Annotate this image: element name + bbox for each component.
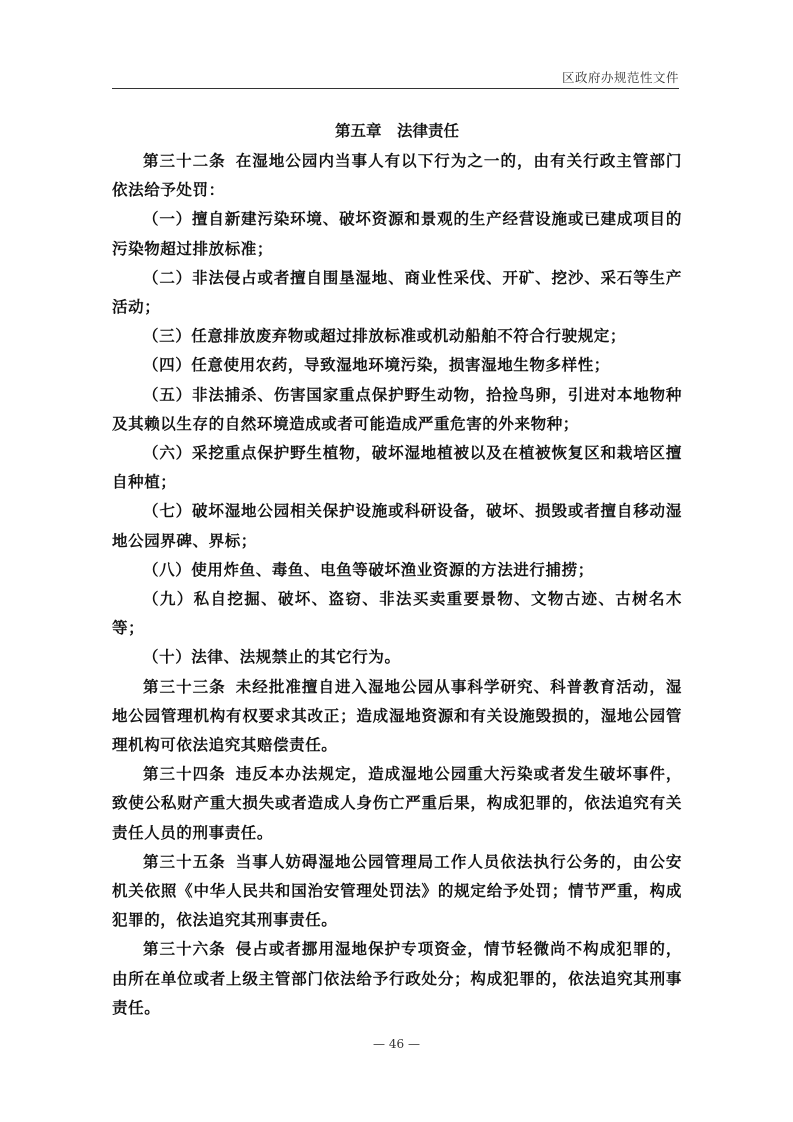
list-item-3: （三）任意排放废弃物或超过排放标准或机动船舶不符合行驶规定； bbox=[143, 326, 627, 346]
list-item-9: （九）私自挖掘、破坏、盗窃、非法买卖重要景物、文物古迹、古树名木等； bbox=[112, 589, 682, 638]
list-item-2: （二）非法侵占或者擅自围垦湿地、商业性采伐、开矿、挖沙、采石等生产活动； bbox=[112, 267, 682, 317]
list-item-6: （六）采挖重点保护野生植物，破坏湿地植被以及在植被恢复区和栽培区擅自种植； bbox=[112, 443, 682, 492]
article-label: 第三十三条 bbox=[143, 676, 226, 696]
article-36 bbox=[112, 934, 682, 1022]
article-label: 第三十四条 bbox=[143, 764, 226, 784]
document-body bbox=[112, 116, 682, 1022]
article-33 bbox=[112, 672, 682, 760]
list-item-8: （八）使用炸鱼、毒鱼、电鱼等破坏渔业资源的方法进行捕捞； bbox=[143, 559, 594, 579]
article-text: 在湿地公园内当事人有以下行为之一的，由有关行政主管部门依法给予处罚： bbox=[112, 151, 682, 200]
page-header bbox=[112, 66, 679, 89]
list-item-7: （七）破坏湿地公园相关保护设施或科研设备，破坏、损毁或者擅自移动湿地公园界碑、界标； bbox=[112, 501, 682, 550]
page-number: — 46 — bbox=[373, 1037, 420, 1051]
article-label: 第三十五条 bbox=[143, 851, 226, 871]
article-text: 侵占或者挪用湿地保护专项资金，情节轻微尚不构成犯罪的，由所在单位或者上级主管部门依法给予行政处分；构成犯罪的，依法追究其刑事责任。 bbox=[112, 939, 682, 1017]
chapter-title: 第五章 法律责任 bbox=[334, 121, 459, 140]
list-item-1: （一）擅自新建污染环境、破坏资源和景观的生产经营设施或已建成项目的污染物超过排放标准； bbox=[112, 209, 682, 258]
list-item-5: （五）非法捕杀、伤害国家重点保护野生动物，拾捡鸟卵，引进对本地物种及其赖以生存的自然环境造成或者可能造成严重危害的外来物种； bbox=[112, 384, 682, 433]
list-item-4: （四）任意使用农药，导致湿地环境污染，损害湿地生物多样性； bbox=[143, 355, 610, 375]
article-text: 未经批准擅自进入湿地公园从事科学研究、科普教育活动，湿地公园管理机构有权要求其改正；造成湿地资源和有关设施毁损的，湿地公园管理机构可依法追究其赔偿责任。 bbox=[112, 676, 682, 755]
article-32 bbox=[112, 146, 682, 204]
list-item-10: （十）法律、法规禁止的其它行为。 bbox=[143, 647, 401, 667]
running-title: 区政府办规范性文件 bbox=[561, 70, 679, 85]
article-label: 第三十六条 bbox=[143, 939, 226, 959]
article-34 bbox=[112, 759, 682, 847]
article-text: 当事人妨碍湿地公园管理局工作人员依法执行公务的，由公安机关依照《中华人民共和国治安管理处罚法》的规定给予处罚；情节严重，构成犯罪的，依法追究其刑事责任。 bbox=[112, 851, 682, 930]
article-35 bbox=[112, 847, 682, 935]
article-text: 违反本办法规定，造成湿地公园重大污染或者发生破坏事件，致使公私财产重大损失或者造成人身伤亡严重后果，构成犯罪的，依法追究有关责任人员的刑事责任。 bbox=[112, 764, 682, 842]
article-label: 第三十二条 bbox=[143, 151, 226, 170]
